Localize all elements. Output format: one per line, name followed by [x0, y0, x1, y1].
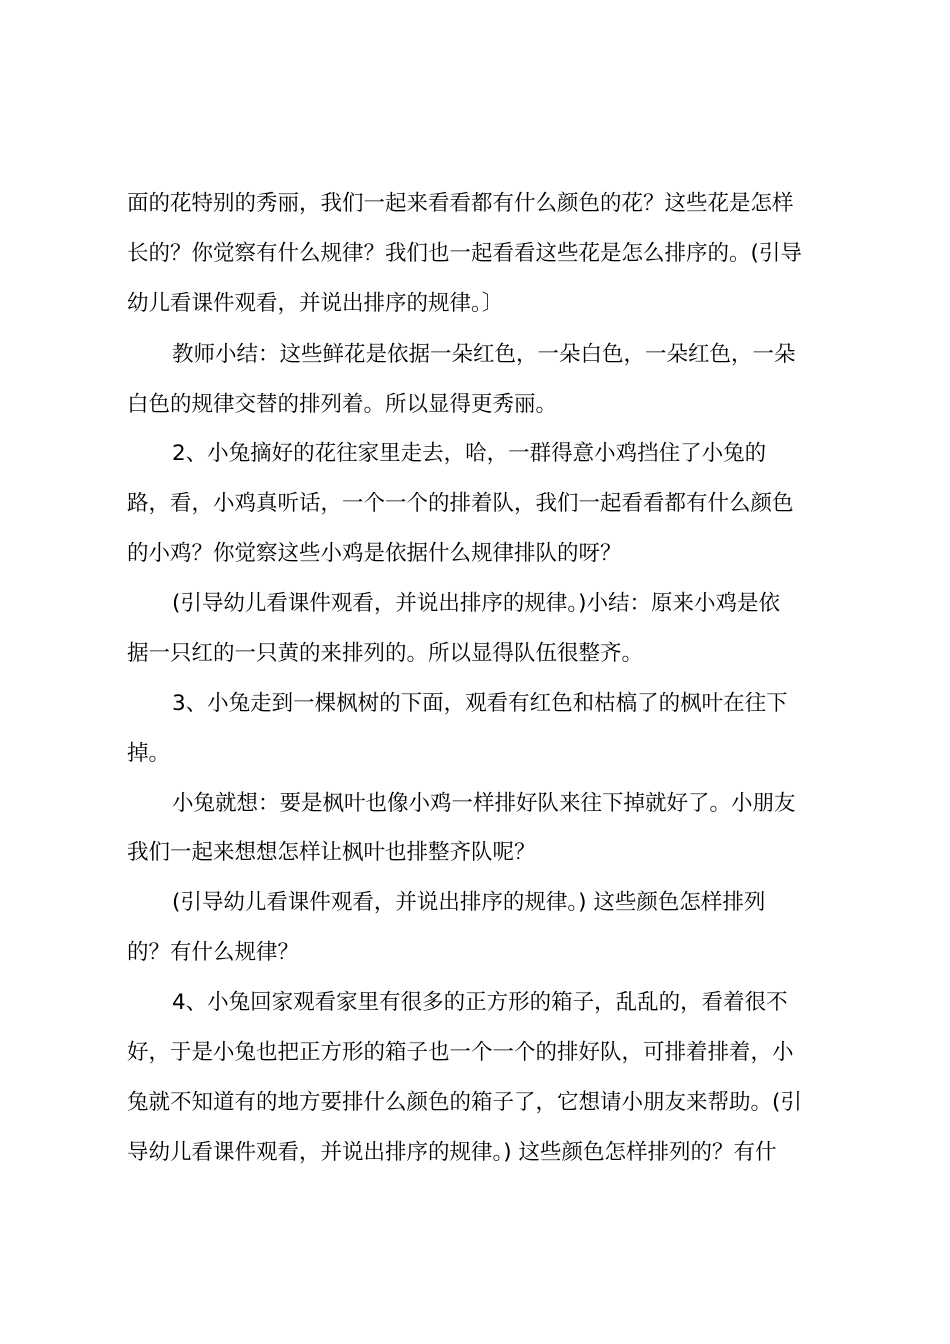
text-line: 2、小兔摘好的花往家里走去，哈，一群得意小鸡挡住了小兔的: [172, 441, 767, 466]
text-line: 路，看，小鸡真听话，一个一个的排着队，我们一起看看都有什么颜色: [127, 491, 794, 516]
text-line: 幼儿看课件观看，并说出排序的规律。〕: [127, 291, 504, 316]
text-line: 教师小结：这些鲜花是依据一朵红色，一朵白色，一朵红色，一朵: [172, 342, 796, 367]
text-line: 的？有什么规律？: [127, 940, 300, 965]
text-line: 掉。: [127, 741, 171, 766]
text-line: 小兔就想：要是枫叶也像小鸡一样排好队来往下掉就好了。小朋友: [172, 791, 796, 816]
text-line: 的小鸡？你觉察这些小鸡是依据什么规律排队的呀？: [127, 541, 622, 566]
text-line: 导幼儿看课件观看，并说出排序的规律。) 这些颜色怎样排列的？有什: [127, 1140, 777, 1165]
text-line: 白色的规律交替的排列着。所以显得更秀丽。: [127, 392, 558, 417]
text-line: 据一只红的一只黄的来排列的。所以显得队伍很整齐。: [127, 641, 644, 666]
text-line: 好，于是小兔也把正方形的箱子也一个一个的排好队，可排着排着，小: [127, 1040, 794, 1065]
text-line: (引导幼儿看课件观看，并说出排序的规律。)小结：原来小鸡是依: [172, 591, 781, 616]
text-line: 长的？你觉察有什么规律？我们也一起看看这些花是怎么排序的。(引导: [127, 241, 802, 266]
text-line: (引导幼儿看课件观看，并说出排序的规律。) 这些颜色怎样排列: [172, 890, 766, 915]
text-line: 我们一起来想想怎样让枫叶也排整齐队呢？: [127, 840, 536, 865]
text-line: 兔就不知道有的地方要排什么颜色的箱子了，它想请小朋友来帮助。(引: [127, 1090, 802, 1115]
text-line: 面的花特别的秀丽，我们一起来看看都有什么颜色的花？这些花是怎样: [127, 191, 794, 216]
text-line: 3、小兔走到一棵枫树的下面，观看有红色和枯槁了的枫叶在往下: [172, 691, 788, 716]
text-line: 4、小兔回家观看家里有很多的正方形的箱子，乱乱的，看着很不: [172, 990, 788, 1015]
